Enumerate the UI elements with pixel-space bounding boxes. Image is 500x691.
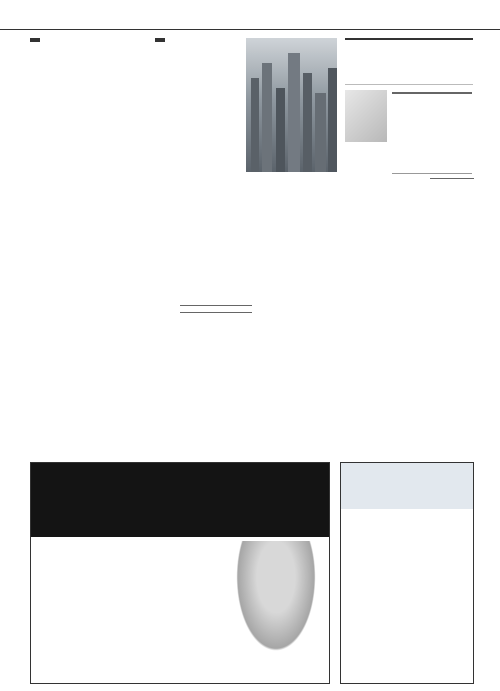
right-body-3 <box>430 282 474 454</box>
table-title <box>30 38 40 42</box>
article-column-3 <box>180 226 252 302</box>
page-header <box>0 0 500 30</box>
ad-person-image <box>231 541 321 661</box>
side-box <box>430 178 474 278</box>
chart-title <box>155 38 165 42</box>
portrait-photo <box>345 90 387 142</box>
divider <box>345 84 473 85</box>
article-column-4 <box>258 226 334 454</box>
article-column-2 <box>104 226 174 454</box>
city-photo <box>246 38 337 172</box>
pull-quote <box>180 305 252 313</box>
right-body-2 <box>345 248 425 454</box>
right-subheads <box>345 234 425 235</box>
right-kicker <box>345 38 473 40</box>
article-column-1 <box>30 226 100 454</box>
edu-banner <box>341 463 474 509</box>
ad-details <box>39 593 219 659</box>
edu-body <box>349 539 467 679</box>
ksa-advertisement[interactable] <box>30 462 330 684</box>
education-advertisement[interactable] <box>340 462 474 684</box>
right-body-1 <box>345 146 387 230</box>
evaluation-box <box>392 92 472 174</box>
execution-rate-chart <box>155 52 245 172</box>
ad-banner <box>31 463 330 537</box>
article-column-3b <box>180 354 252 454</box>
